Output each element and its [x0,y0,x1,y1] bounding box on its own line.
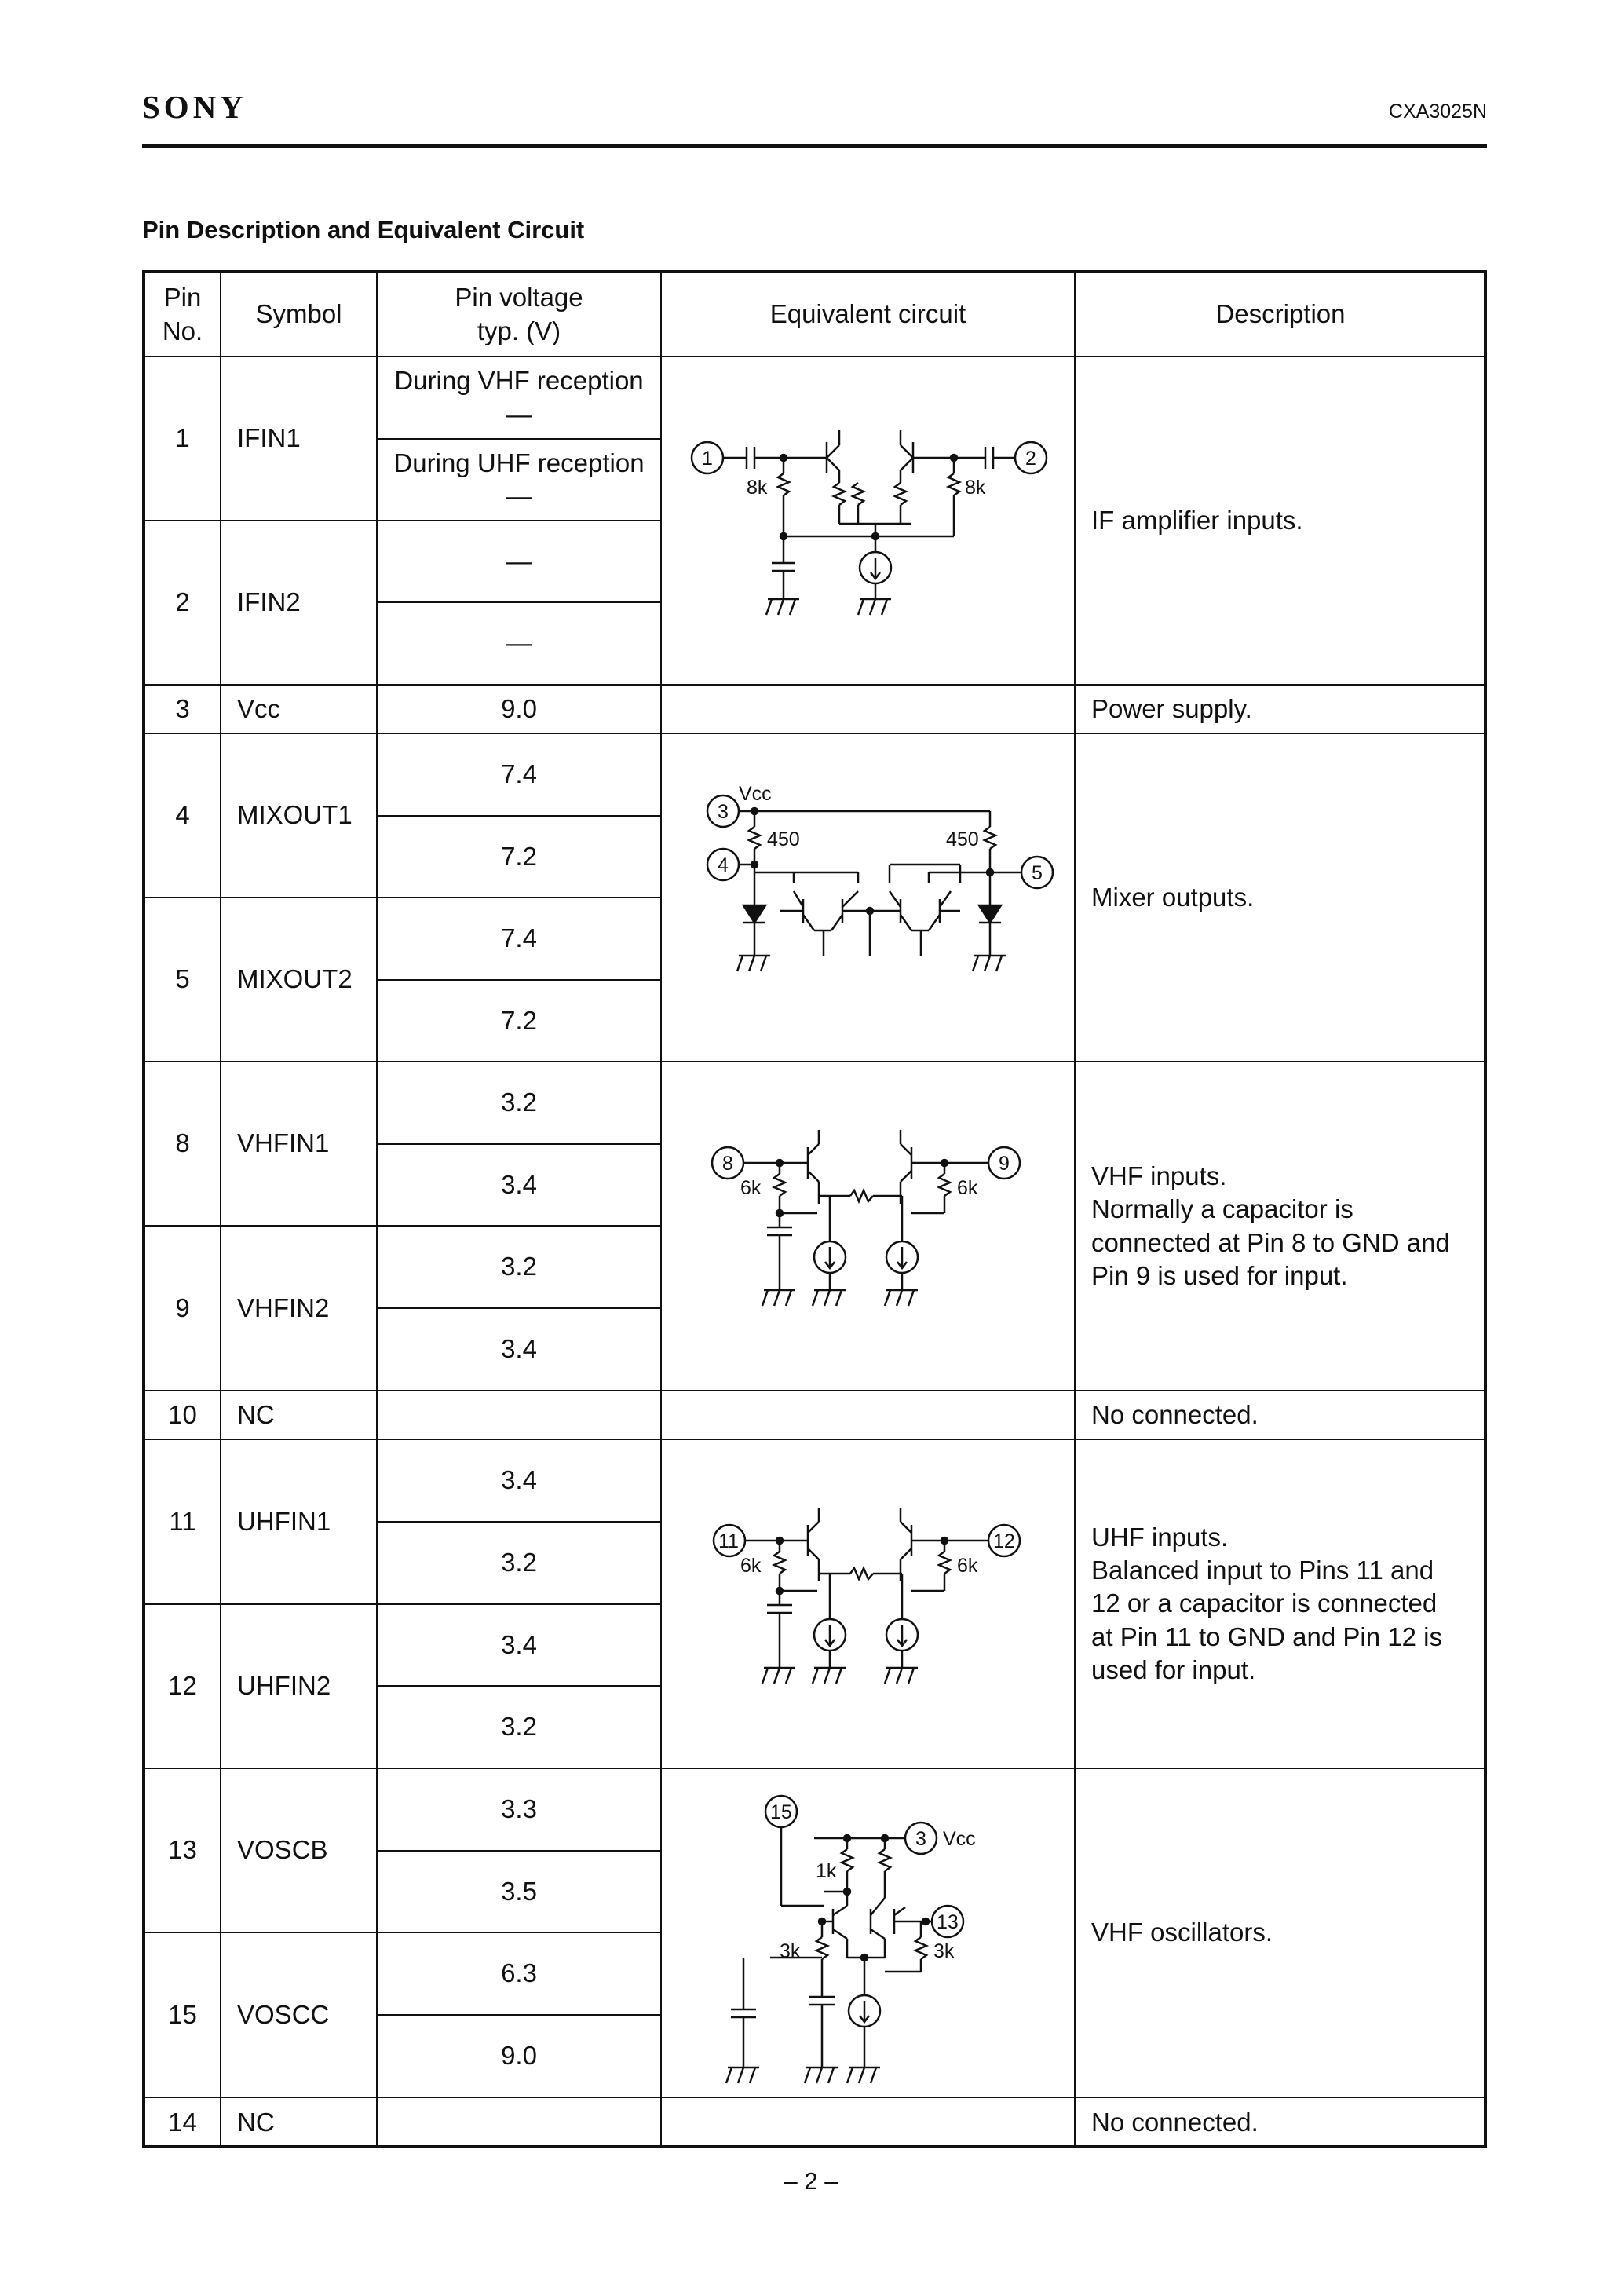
pin-symbol: VHFIN2 [237,1292,330,1322]
pin-description: VHF inputs. Normally a capacitor is connected at Pin 8 to GND and Pin 9 is used for input. [1091,1161,1450,1290]
pin-number: 14 [168,2107,197,2137]
header-pin-no: Pin No. [162,283,203,345]
pin-label: 15 [770,1801,792,1823]
vcc-label: Vcc [943,1828,976,1850]
section-title: Pin Description and Equivalent Circuit [142,216,585,243]
resistor-label: 6k [957,1177,978,1199]
pin-voltage: 3.2 [501,1252,537,1281]
pin-symbol: UHFIN2 [237,1671,331,1701]
resistor-label: 450 [946,828,979,850]
resistor-label: 6k [740,1177,762,1199]
pin-voltage: 3.4 [501,1629,537,1659]
pin-symbol: VHFIN1 [237,1128,330,1158]
pin-voltage: During VHF reception — [394,366,644,429]
pin-voltage: 7.2 [501,841,537,871]
resistor-label: 6k [957,1555,978,1577]
pin-label: 3 [915,1828,926,1850]
pin-symbol: NC [237,2107,275,2137]
pin-symbol: UHFIN1 [237,1506,331,1536]
vcc-label: Vcc [739,783,772,805]
resistor-label: 6k [740,1555,762,1577]
pin-voltage: 3.4 [501,1465,537,1495]
col-divider [1074,273,1076,2147]
pin-voltage: 3.4 [501,1334,537,1364]
pin-number: 4 [175,800,190,830]
pin-number: 11 [169,1506,196,1536]
col-divider [220,273,221,2147]
resistor-label: 1k [816,1860,837,1882]
pin-symbol: IFIN2 [237,587,301,617]
pin-voltage: 3.3 [501,1794,537,1824]
pin-voltage: — [506,628,532,658]
pin-description: No connected. [1091,1399,1259,1429]
pin-voltage: 9.0 [501,693,537,723]
pin-number: 12 [168,1671,197,1701]
pin-number: 15 [168,1999,197,2029]
header-equivalent-circuit: Equivalent circuit [769,299,966,329]
mixer-output-circuit [662,734,1074,1061]
pin-label: 11 [718,1530,739,1552]
pin-number: 9 [175,1292,190,1322]
header-rule [142,144,1487,148]
pin-description: Mixer outputs. [1091,882,1255,912]
pin-description: VHF oscillators. [1091,1918,1273,1947]
pin-label: 13 [937,1911,959,1933]
pin-number: 2 [175,587,190,617]
vhf-input-circuit [662,1062,1074,1390]
pin-number: 1 [175,423,190,453]
pin-voltage: 3.2 [501,1088,537,1117]
pin-description: Power supply. [1091,693,1252,723]
resistor-label: 3k [780,1940,801,1962]
resistor-label: 3k [933,1940,955,1962]
pin-number: 13 [168,1835,197,1865]
resistor-label: 450 [767,828,800,850]
pin-voltage: — [506,546,532,576]
pin-voltage: 3.4 [501,1169,537,1199]
header-description: Description [1215,299,1346,329]
pin-symbol: NC [237,1399,275,1429]
brand-logo: SONY [142,89,247,125]
page-number: – 2 – [784,2167,838,2195]
pin-label: 2 [1025,448,1036,470]
pin-label: 1 [702,448,713,470]
pin-voltage: 3.2 [501,1548,537,1578]
pin-label: 3 [718,801,729,823]
pin-voltage: During UHF reception — [393,448,645,510]
pin-voltage: 6.3 [501,1958,537,1988]
pin-symbol: IFIN1 [237,423,301,453]
pin-label: 8 [722,1153,733,1175]
if-amp-circuit [662,357,1074,684]
resistor-label: 8k [965,477,986,499]
resistor-label: 8k [747,477,768,499]
pin-label: 4 [718,854,729,876]
pin-voltage: 7.4 [501,923,537,953]
pin-label: 12 [993,1530,1015,1552]
pin-number: 5 [175,964,190,994]
pin-description: IF amplifier inputs. [1091,505,1303,535]
pin-number: 10 [168,1399,197,1429]
pin-symbol: VOSCC [237,1999,330,2029]
pin-label: 5 [1032,862,1043,884]
pin-voltage: 7.2 [501,1005,537,1035]
pin-symbol: Vcc [237,693,281,723]
part-number: CXA3025N [1388,101,1487,122]
vhf-oscillator-circuit [662,1769,1074,2097]
pin-description: No connected. [1091,2107,1259,2137]
uhf-input-circuit [662,1440,1074,1768]
pin-voltage: 3.2 [501,1712,537,1742]
pin-symbol: MIXOUT2 [237,964,353,994]
pin-voltage: 3.5 [501,1876,537,1906]
pin-label: 9 [999,1153,1010,1175]
pin-voltage: 7.4 [501,759,537,789]
pin-symbol: MIXOUT1 [237,800,353,830]
pin-voltage: 9.0 [501,2041,537,2071]
pin-number: 3 [175,693,190,723]
header-symbol: Symbol [255,299,342,329]
header-pin-voltage: Pin voltage typ. (V) [455,283,583,345]
pin-number: 8 [175,1128,190,1158]
pin-symbol: VOSCB [237,1835,328,1865]
pin-description: UHF inputs. Balanced input to Pins 11 and 12 or a capacitor is connected at Pin 11 to GND and Pin 12 is used for input. [1091,1522,1442,1684]
pin-table [142,270,1487,2148]
